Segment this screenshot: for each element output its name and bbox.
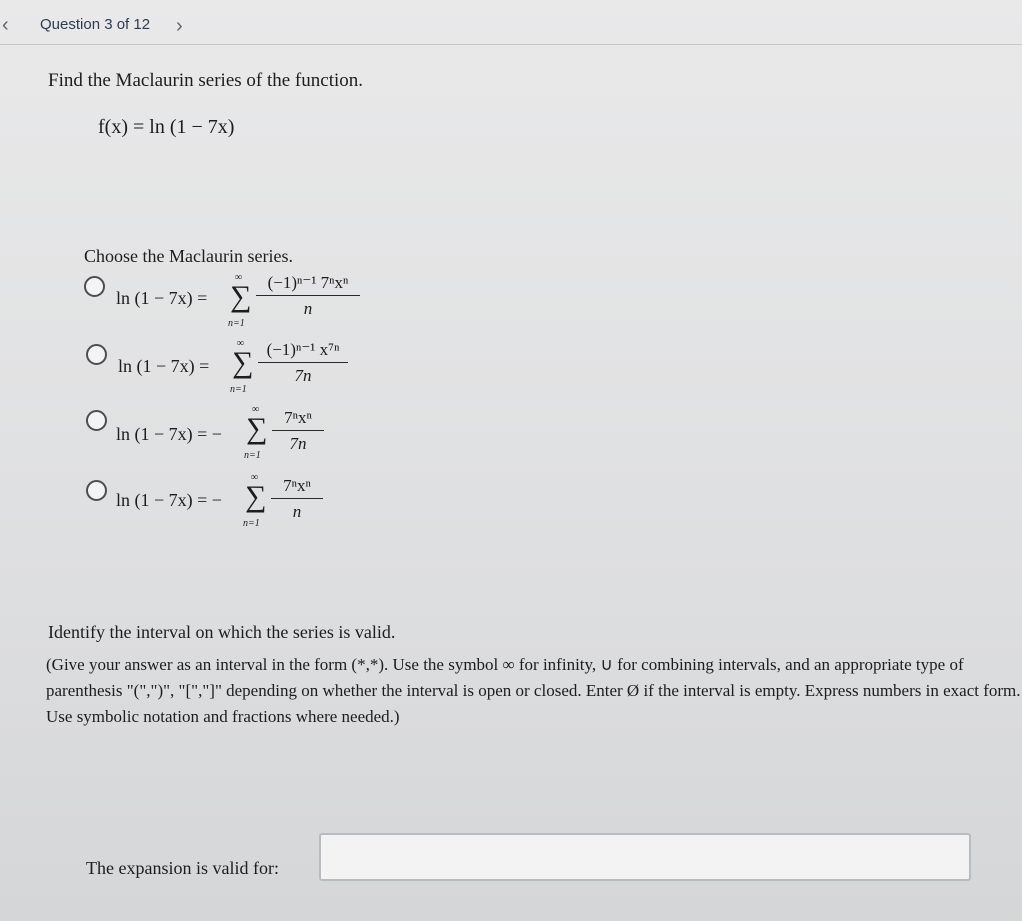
- sigma-icon: ∑: [246, 412, 268, 445]
- sigma-icon: ∑: [230, 280, 252, 313]
- chevron-right-icon[interactable]: ›: [176, 15, 183, 37]
- series-option-4[interactable]: [84, 472, 384, 542]
- option-fraction: [258, 340, 348, 386]
- sum-lower-limit: n=1: [228, 318, 245, 329]
- fraction-numerator: 7ⁿxⁿ: [284, 408, 312, 427]
- fraction-bar: [272, 430, 324, 431]
- identify-interval-label: Identify the interval on which the series is valid.: [48, 622, 396, 642]
- radio-button[interactable]: [86, 344, 107, 365]
- series-option-3[interactable]: [84, 404, 384, 474]
- fraction-numerator: 7ⁿxⁿ: [283, 476, 311, 495]
- divider: [0, 44, 1022, 45]
- question-prompt: Find the Maclaurin series of the function.: [48, 70, 364, 91]
- fraction-denominator: 7n: [289, 434, 307, 453]
- radio-button[interactable]: [86, 410, 107, 431]
- fraction-denominator: n: [303, 299, 313, 318]
- sum-upper-limit: ∞: [251, 472, 259, 483]
- fraction-denominator: 7n: [294, 366, 312, 385]
- option-lhs: ln (1 − 7x) =: [116, 288, 208, 308]
- option-fraction: [256, 273, 360, 319]
- fraction-bar: [271, 498, 323, 499]
- series-option-1[interactable]: [84, 272, 384, 342]
- sum-lower-limit: n=1: [230, 384, 247, 395]
- fraction-bar: [258, 362, 348, 363]
- choose-label: Choose the Maclaurin series.: [84, 246, 293, 266]
- sum-lower-limit: n=1: [244, 450, 261, 461]
- chevron-left-icon[interactable]: ‹: [2, 14, 9, 36]
- interval-answer-input[interactable]: [319, 833, 971, 881]
- sum-upper-limit: ∞: [235, 272, 243, 283]
- function-definition: f(x) = ln (1 − 7x): [98, 116, 235, 138]
- fraction-numerator: (−1)ⁿ⁻¹ 7ⁿxⁿ: [267, 273, 349, 292]
- option-lhs: ln (1 − 7x) =: [118, 356, 210, 376]
- sum-upper-limit: ∞: [237, 338, 245, 349]
- option-lhs: ln (1 − 7x) = −: [116, 490, 222, 510]
- sigma-icon: ∑: [232, 346, 254, 379]
- fraction-denominator: n: [292, 502, 302, 521]
- sigma-icon: ∑: [245, 480, 267, 513]
- sum-lower-limit: n=1: [243, 518, 260, 529]
- option-fraction: [271, 476, 323, 522]
- series-option-2[interactable]: [84, 338, 384, 408]
- radio-button[interactable]: [86, 480, 107, 501]
- fraction-bar: [256, 295, 360, 296]
- radio-button[interactable]: [84, 276, 105, 297]
- fraction-numerator: (−1)ⁿ⁻¹ x⁷ⁿ: [266, 340, 340, 359]
- sum-upper-limit: ∞: [252, 404, 260, 415]
- option-fraction: [272, 408, 324, 454]
- question-counter[interactable]: Question 3 of 12: [40, 16, 151, 33]
- option-lhs: ln (1 − 7x) = −: [116, 424, 222, 444]
- question-nav-bar: [0, 0, 1022, 50]
- answer-instructions: (Give your answer as an interval in the form (*,*). Use the symbol ∞ for infinity, ∪ for combining intervals, and an appropriate type of parenthesis "(",")", "[","]" depending on whether the interval is open or closed. Enter Ø if the interval is empty. Express numbers in exact form. Use symbolic notation and fractions where needed.): [46, 655, 1021, 726]
- answer-label: The expansion is valid for:: [86, 858, 279, 878]
